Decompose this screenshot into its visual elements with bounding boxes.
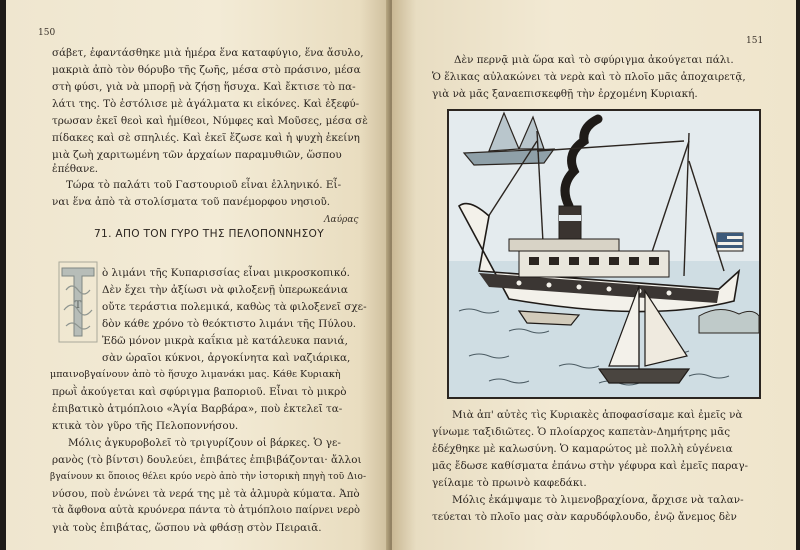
text-line: οὔτε τεράστια πολεμικά, καθὼς τὰ φιλοξενεῖ σχε- [102,301,367,313]
text-line: τὰ ἄφθονα αὐτὰ κρυόνερα πάντα τὸ ἀτμόπλοιο παίρνει νερὸ [52,505,360,516]
page-number-left: 150 [38,28,56,38]
text-line: Ἐδῶ μόνον μικρὰ καΐκια μὲ κατάλευκα πανιά, [102,335,348,347]
text-line: μᾶς ἔδωσε καθίσματα ἐπάνω στὴν γέφυρα καὶ ἐμεῖς παραγ- [432,460,749,472]
page-number-right: 151 [746,36,764,46]
text-line: Τώρα τὸ παλάτι τοῦ Γαστουριοῦ εἶναι ἑλληνικό. Εἶ- [66,179,342,191]
text-line: κτικὰ τὸν γῦρο τῆς Πελοποννήσου. [52,420,239,432]
section-heading: 71. ΑΠΟ ΤΟΝ ΓΥΡΟ ΤΗΣ ΠΕΛΟΠΟΝΝΗΣΟΥ [94,228,324,240]
text-line: δὸν κάθε χρόνο τὸ θεόκτιστο λιμάνι τῆς Πύλου. [102,318,357,330]
text-line: σάβετ, ἐφαντάσθηκε μιὰ ἡμέρα ἕνα καταφύγιο, ἕνα ἄσυλο, [52,47,364,59]
text-line: Μιὰ ἀπ' αὐτὲς τὶς Κυριακὲς ἀποφασίσαμε καὶ ἐμεῖς νὰ [452,409,743,421]
text-line: σὰν ὡραῖοι κύκνοι, ἀργοκίνητα καὶ ναζιάρικα, [102,352,351,364]
author-signature: Λαύρας [324,215,359,225]
text-line: Μόλις ἀγκυροβολεῖ τὸ τριγυρίζουν οἱ βάρκες. Ὁ γε- [68,437,341,449]
text-line: γίνωμε ταξιδιῶτες. Ὁ πλοίαρχος καπετὰν-Δημήτρης μᾶς [432,426,731,438]
text-line: στὴ φύσι, γιὰ νὰ μπορῇ νὰ ζήσῃ ἥσυχα. Καὶ ἔκτισε τὸ πα- [52,81,356,93]
text-line: νύσου, ποὺ ἑνώνει τὰ νερά της μὲ τὰ ἁλμυρὰ κύματα. Ἀπὸ [52,488,360,500]
text-line: μακριὰ ἀπὸ τὸν θόρυβο τῆς ζωῆς, μέσα στὸ πράσινο, μέσα [52,64,361,76]
text-line: τρωσαν ἐκεῖ θεοὶ καὶ ἡμίθεοι, Νύμφες καὶ Μοῦσες, μέσα σὲ [52,115,368,127]
right-page [392,0,796,550]
text-line: τεύεται τὸ πλοῖο μας σὰν καρυδόφλουδο, ἐνῷ ἄνεμος δὲν [432,511,737,523]
text-line: Μόλις ἐκάμψαμε τὸ λιμενοβραχίονα, ἄρχισε νὰ ταλαν- [452,494,744,506]
drop-cap-ornament [58,260,98,344]
text-line: ἐπέθανε. [52,163,99,175]
ship-illustration [447,109,761,399]
drop-cap-letter: Τ [74,300,82,311]
left-page [6,0,390,550]
text-line: ἐδέχθηκε μὲ καλωσύνη. Ὁ καμαρώτος μὲ πολλὴ εὐγένεια [432,443,733,455]
text-line: ὸ λιμάνι τῆς Κυπαρισσίας εἶναι μικροσκοπικό. [102,267,350,279]
text-line: γιὰ τοὺς ἐπιβάτας, ὥσπου νὰ φθάσῃ στὸν Πειραιᾶ. [52,522,322,534]
text-line: ἐπιβατικὸ ἀτμόπλοιο «Ἁγία Βαρβάρα», ποὺ ἐκτελεῖ τα- [52,403,343,415]
text-line: μιὰ ζωὴ χαριτωμένη τῶν ἀρχαίων παραμυθιῶν, ὥσπου [52,149,342,161]
steamship-drawing [449,111,759,397]
text-line: πρωῒ ἀκούγεται καὶ σφύριγμα βαποριοῦ. Εἶναι τὸ μικρὸ [52,386,347,398]
text-line: γείλαμε τὸ πρωινὸ καφεδάκι. [432,477,587,489]
text-line: πίδακες καὶ σὲ σπηλιές. Καὶ ἐκεῖ ἔζωσε καὶ ἡ ψυχὴ ἐκείνη [52,132,360,144]
text-line: βγαίνουν κι ὅποιος θέλει κρύο νερὸ ἀπὸ τὴν ἱστορικὴ πηγὴ τοῦ Διο- [50,471,367,482]
text-line: ρανὸς (τὸ βίντσι) δουλεύει, ἐπιβάτες ἐπιβιβάζονται· ἄλλοι [52,454,362,466]
text-line: ναι ἕνα ἀπὸ τὰ στολίσματα τοῦ πανέμορφου νησιοῦ. [52,196,331,208]
text-line: λάτι της. Τὸ ἐστόλισε μὲ ἀγάλματα κι εἰκόνες. Καὶ ἐξεφύ- [52,98,360,110]
greek-flag [717,233,743,251]
text-line: γιὰ νὰ μᾶς ξαναεπισκεφθῇ τὴν ἐρχομένη Κυριακή. [432,88,698,100]
text-line: Ὁ ἕλικας αὐλακώνει τὰ νερὰ καὶ τὸ πλοῖο μᾶς ἀποχαιρετᾷ, [432,71,746,83]
text-line: μπαινοβγαίνουν ἀπὸ τὸ ἥσυχο λιμανάκι μας. Κάθε Κυριακὴ [50,369,341,380]
text-line: Δὲν περνᾷ μιὰ ὥρα καὶ τὸ σφύριγμα ἀκούγεται πάλι. [454,54,734,66]
text-line: Δὲν ἔχει τὴν ἀξίωσι νὰ φιλοξενῇ ὑπερωκεάνια [102,284,348,296]
